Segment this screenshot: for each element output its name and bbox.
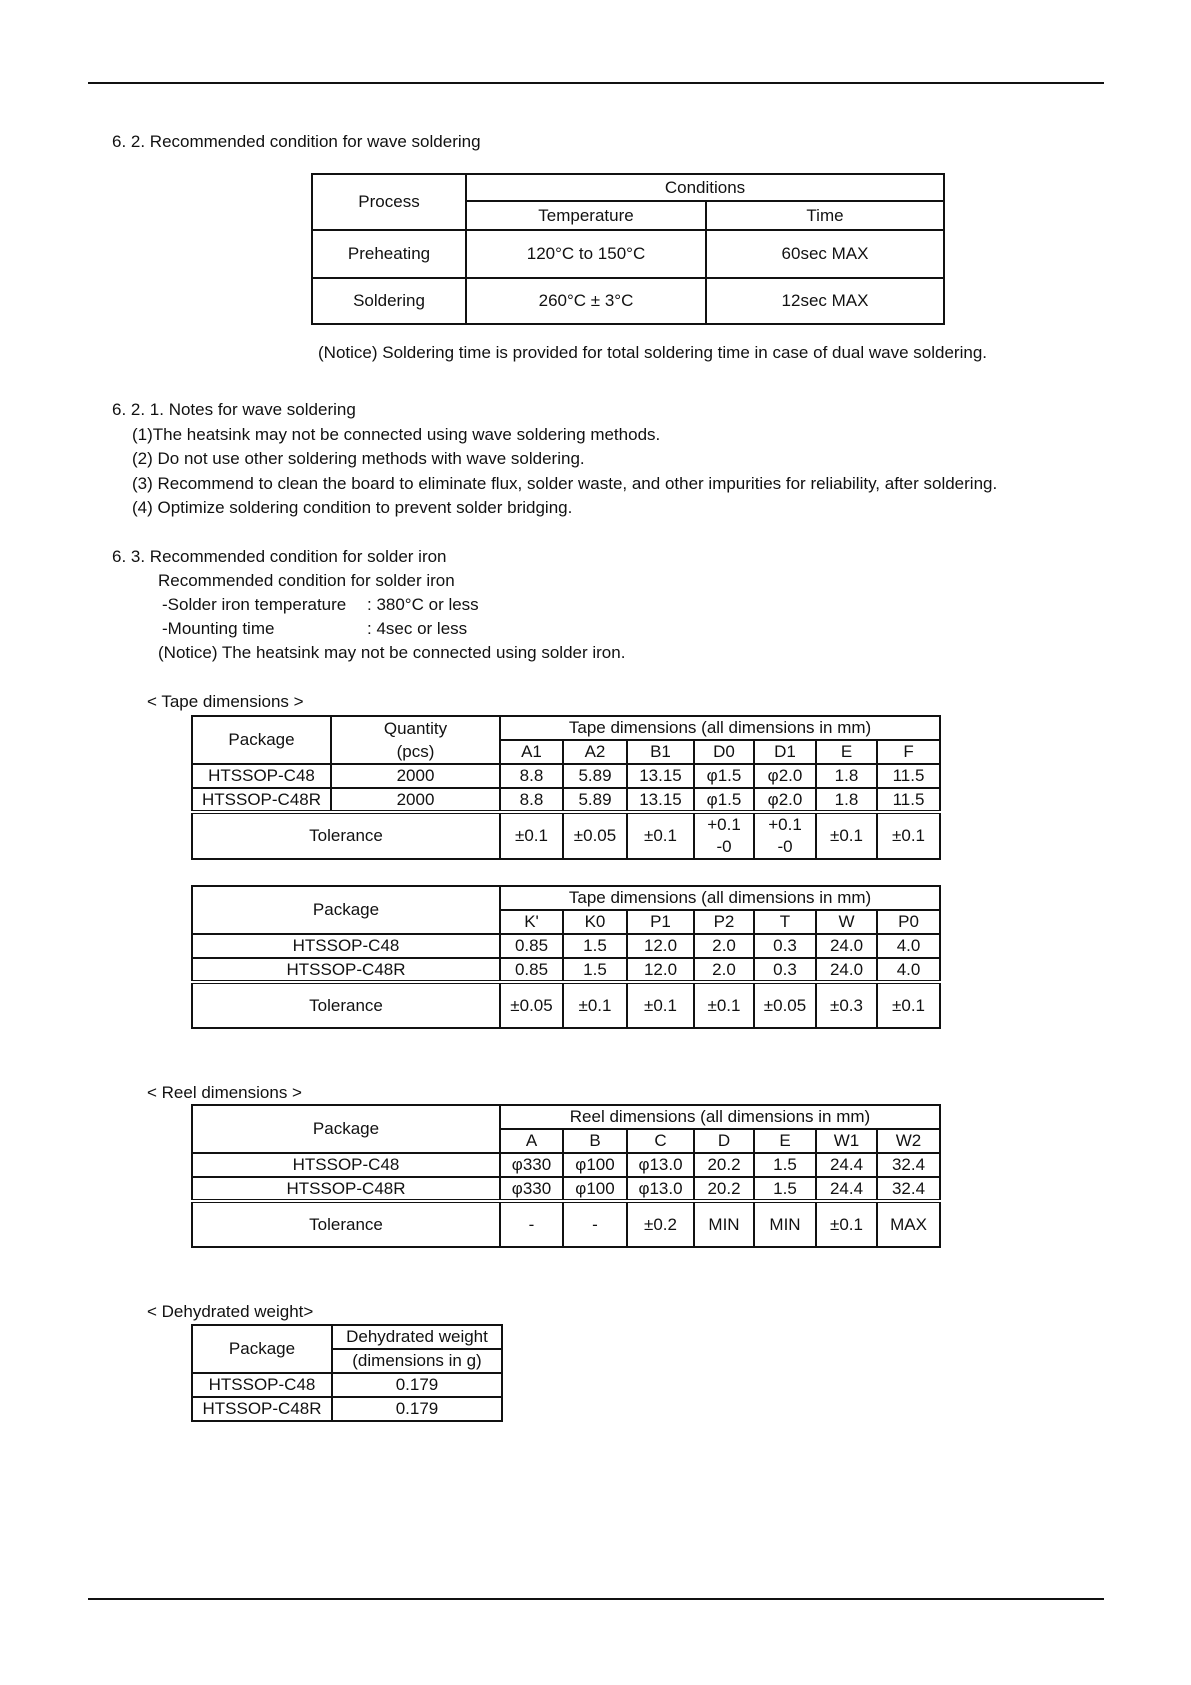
tolerance-value: - <box>500 1201 563 1247</box>
column-header: A1 <box>500 740 563 764</box>
table-row <box>192 934 940 958</box>
table-row <box>192 764 940 788</box>
column-header: P2 <box>694 910 754 934</box>
header-package: Package <box>192 716 331 764</box>
cell-value: 11.5 <box>877 788 940 812</box>
cell-value: 20.2 <box>694 1153 754 1177</box>
solder-iron-temp-value: : 380°C or less <box>367 595 479 614</box>
tape-dimensions-table-2 <box>191 885 941 1029</box>
cell-value: 32.4 <box>877 1177 940 1201</box>
tolerance-value: ±0.2 <box>627 1201 694 1247</box>
solder-iron-subheading: Recommended condition for solder iron <box>158 571 455 590</box>
top-rule <box>88 82 1104 84</box>
tape-dimensions-table-1 <box>191 715 941 860</box>
cell-temperature: 260°C ± 3°C <box>466 278 706 324</box>
column-header: K' <box>500 910 563 934</box>
cell-package: HTSSOP-C48 <box>192 1153 500 1177</box>
cell-value: 24.4 <box>816 1177 877 1201</box>
column-header: W2 <box>877 1129 940 1153</box>
header-dehydrated-weight: Dehydrated weight <box>332 1325 502 1349</box>
note-item: (2) Do not use other soldering methods with wave soldering. <box>132 449 585 468</box>
cell-value: 1.5 <box>754 1153 816 1177</box>
cell-value: 4.0 <box>877 958 940 982</box>
cell-package: HTSSOP-C48 <box>192 1373 332 1397</box>
tolerance-lower: -0 <box>716 837 732 856</box>
tolerance-value: ±0.1 <box>694 982 754 1028</box>
cell-value: φ1.5 <box>694 788 754 812</box>
header-tape-dimensions: Tape dimensions (all dimensions in mm) <box>500 886 940 910</box>
cell-value: 32.4 <box>877 1153 940 1177</box>
tolerance-value: ±0.1 <box>877 812 940 859</box>
tolerance-value: ±0.05 <box>754 982 816 1028</box>
cell-value: φ13.0 <box>627 1177 694 1201</box>
cell-value: 0.3 <box>754 958 816 982</box>
header-process: Process <box>312 174 466 230</box>
cell-value: φ2.0 <box>754 764 816 788</box>
cell-package: HTSSOP-C48R <box>192 788 331 812</box>
cell-value: φ100 <box>563 1153 627 1177</box>
cell-value: 24.0 <box>816 958 877 982</box>
cell-value: 5.89 <box>563 788 627 812</box>
cell-value: 1.5 <box>754 1177 816 1201</box>
header-package: Package <box>192 886 500 934</box>
column-header: C <box>627 1129 694 1153</box>
cell-weight: 0.179 <box>332 1397 502 1421</box>
reel-dimensions-heading: < Reel dimensions > <box>147 1083 302 1102</box>
tolerance-value: ±0.1 <box>627 982 694 1028</box>
tolerance-upper: +0.1 <box>707 815 741 834</box>
column-header: P1 <box>627 910 694 934</box>
tolerance-value: ±0.1 <box>816 1201 877 1247</box>
header-quantity: Quantity <box>331 716 500 740</box>
tolerance-value: ±0.1 <box>500 812 563 859</box>
cell-value: φ330 <box>500 1177 563 1201</box>
tolerance-label: Tolerance <box>192 812 500 859</box>
column-header: B <box>563 1129 627 1153</box>
cell-value: φ330 <box>500 1153 563 1177</box>
cell-value: φ1.5 <box>694 764 754 788</box>
column-header: D1 <box>754 740 816 764</box>
cell-quantity: 2000 <box>331 788 500 812</box>
cell-value: 0.85 <box>500 958 563 982</box>
cell-package: HTSSOP-C48R <box>192 958 500 982</box>
header-tape-dimensions: Tape dimensions (all dimensions in mm) <box>500 716 940 740</box>
cell-value: φ13.0 <box>627 1153 694 1177</box>
cell-value: 12.0 <box>627 934 694 958</box>
cell-value: 12.0 <box>627 958 694 982</box>
tolerance-lower: -0 <box>777 837 793 856</box>
bottom-rule <box>88 1598 1104 1600</box>
reel-dimensions-table <box>191 1104 941 1248</box>
cell-value: 1.5 <box>563 958 627 982</box>
tolerance-value: ±0.1 <box>816 812 877 859</box>
cell-value: 4.0 <box>877 934 940 958</box>
cell-time: 60sec MAX <box>706 230 944 278</box>
note-item: (3) Recommend to clean the board to eliminate flux, solder waste, and other impurities for reliability, after soldering. <box>132 474 998 493</box>
tolerance-row <box>192 982 940 1028</box>
note-item: (4) Optimize soldering condition to prevent solder bridging. <box>132 498 573 517</box>
cell-value: 2.0 <box>694 958 754 982</box>
header-time: Time <box>706 201 944 230</box>
header-package: Package <box>192 1105 500 1153</box>
tolerance-row <box>192 1201 940 1247</box>
solder-iron-notice: (Notice) The heatsink may not be connected using solder iron. <box>158 643 626 662</box>
tolerance-value: MIN <box>694 1201 754 1247</box>
cell-value: 24.0 <box>816 934 877 958</box>
tolerance-label: Tolerance <box>192 982 500 1028</box>
mounting-time-label: -Mounting time <box>162 619 275 638</box>
column-header: E <box>816 740 877 764</box>
table-row <box>192 1153 940 1177</box>
column-header: D0 <box>694 740 754 764</box>
cell-value: 11.5 <box>877 764 940 788</box>
tolerance-label: Tolerance <box>192 1201 500 1247</box>
cell-package: HTSSOP-C48R <box>192 1177 500 1201</box>
cell-package: HTSSOP-C48R <box>192 1397 332 1421</box>
cell-value: 1.5 <box>563 934 627 958</box>
header-reel-dimensions: Reel dimensions (all dimensions in mm) <box>500 1105 940 1129</box>
table-row <box>192 1373 502 1397</box>
tolerance-value: ±0.3 <box>816 982 877 1028</box>
table-row <box>192 958 940 982</box>
cell-value: 20.2 <box>694 1177 754 1201</box>
column-header: A <box>500 1129 563 1153</box>
tolerance-value: ±0.1 <box>563 982 627 1028</box>
tolerance-row <box>192 812 940 859</box>
column-header: W <box>816 910 877 934</box>
cell-value: φ100 <box>563 1177 627 1201</box>
tolerance-value: ±0.05 <box>563 812 627 859</box>
header-quantity-unit: (pcs) <box>331 740 500 764</box>
tolerance-value: ±0.1 <box>877 982 940 1028</box>
cell-package: HTSSOP-C48 <box>192 934 500 958</box>
cell-value: 8.8 <box>500 764 563 788</box>
tolerance-value: MAX <box>877 1201 940 1247</box>
note-item: (1)The heatsink may not be connected using wave soldering methods. <box>132 425 661 444</box>
cell-weight: 0.179 <box>332 1373 502 1397</box>
section-heading-wave-notes: 6. 2. 1. Notes for wave soldering <box>112 400 356 419</box>
cell-value: 13.15 <box>627 788 694 812</box>
header-temperature: Temperature <box>466 201 706 230</box>
cell-value: 8.8 <box>500 788 563 812</box>
dehydrated-weight-table <box>191 1324 503 1422</box>
cell-value: φ2.0 <box>754 788 816 812</box>
wave-soldering-table <box>311 173 945 325</box>
tolerance-value: ±0.1 <box>627 812 694 859</box>
column-header: W1 <box>816 1129 877 1153</box>
cell-value: 13.15 <box>627 764 694 788</box>
tolerance-value: MIN <box>754 1201 816 1247</box>
column-header: B1 <box>627 740 694 764</box>
column-header: T <box>754 910 816 934</box>
solder-iron-temp-label: -Solder iron temperature <box>162 595 347 614</box>
column-header: F <box>877 740 940 764</box>
cell-process: Soldering <box>312 278 466 324</box>
tape-dimensions-heading: < Tape dimensions > <box>147 692 304 711</box>
column-header: D <box>694 1129 754 1153</box>
section-heading-solder-iron: 6. 3. Recommended condition for solder iron <box>112 547 447 566</box>
table-row <box>192 1177 940 1201</box>
wave-soldering-notice: (Notice) Soldering time is provided for total soldering time in case of dual wave soldering. <box>318 343 987 362</box>
column-header: P0 <box>877 910 940 934</box>
column-header: K0 <box>563 910 627 934</box>
table-row <box>192 788 940 812</box>
cell-process: Preheating <box>312 230 466 278</box>
section-heading-wave-soldering: 6. 2. Recommended condition for wave soldering <box>112 132 481 151</box>
column-header: A2 <box>563 740 627 764</box>
tolerance-value <box>754 812 816 859</box>
cell-value: 0.85 <box>500 934 563 958</box>
header-conditions: Conditions <box>466 174 944 201</box>
header-weight-unit: (dimensions in g) <box>332 1349 502 1373</box>
cell-value: 0.3 <box>754 934 816 958</box>
cell-quantity: 2000 <box>331 764 500 788</box>
cell-value: 24.4 <box>816 1153 877 1177</box>
header-package: Package <box>192 1325 332 1373</box>
table-row <box>192 1397 502 1421</box>
column-header: E <box>754 1129 816 1153</box>
mounting-time-value: : 4sec or less <box>367 619 468 638</box>
cell-time: 12sec MAX <box>706 278 944 324</box>
cell-value: 2.0 <box>694 934 754 958</box>
cell-temperature: 120°C to 150°C <box>466 230 706 278</box>
tolerance-value: - <box>563 1201 627 1247</box>
tolerance-upper: +0.1 <box>768 815 802 834</box>
dehydrated-weight-heading: < Dehydrated weight> <box>147 1302 314 1321</box>
tolerance-value <box>694 812 754 859</box>
cell-value: 1.8 <box>816 788 877 812</box>
cell-value: 1.8 <box>816 764 877 788</box>
cell-package: HTSSOP-C48 <box>192 764 331 788</box>
tolerance-value: ±0.05 <box>500 982 563 1028</box>
cell-value: 5.89 <box>563 764 627 788</box>
